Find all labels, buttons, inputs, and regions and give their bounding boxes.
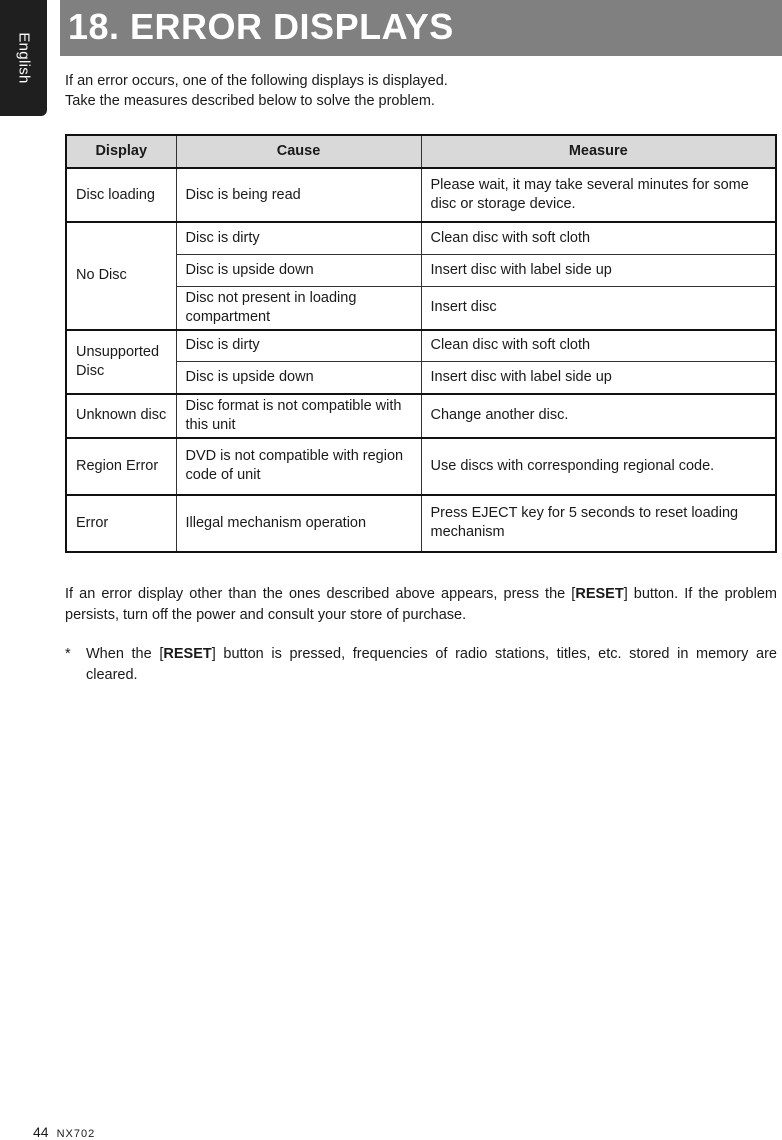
cause-cell: Disc is dirty xyxy=(176,222,421,254)
cause-cell: Disc format is not compatible with this unit xyxy=(176,394,421,438)
cause-cell: Illegal mechanism operation xyxy=(176,495,421,552)
display-cell: No Disc xyxy=(66,222,176,330)
note-asterisk: * xyxy=(65,646,71,662)
cause-cell: Disc is upside down xyxy=(176,254,421,286)
cause-cell: Disc is upside down xyxy=(176,362,421,394)
measure-cell: Clean disc with soft cloth xyxy=(421,222,776,254)
note-text: When the [ xyxy=(86,646,164,662)
header-measure: Measure xyxy=(421,135,776,168)
measure-cell: Press EJECT key for 5 seconds to reset loading mechanism xyxy=(421,495,776,552)
intro-text xyxy=(65,71,448,111)
display-cell: Error xyxy=(66,495,176,552)
reset-key-label: RESET xyxy=(163,646,212,662)
cause-cell: DVD is not compatible with region code of unit xyxy=(176,438,421,495)
measure-cell: Change another disc. xyxy=(421,394,776,438)
header-display: Display xyxy=(66,135,176,168)
table-header-row xyxy=(66,135,776,168)
section-header xyxy=(60,0,782,56)
intro-line: If an error occurs, one of the following displays is displayed. xyxy=(65,73,448,89)
header-cause: Cause xyxy=(176,135,421,168)
table-row xyxy=(66,222,776,254)
measure-cell: Use discs with corresponding regional code. xyxy=(421,438,776,495)
intro-line: Take the measures described below to solve the problem. xyxy=(65,93,435,109)
measure-cell: Please wait, it may take several minutes for some disc or storage device. xyxy=(421,168,776,222)
table-row xyxy=(66,168,776,222)
note-text: ] button is pressed, frequencies of radio stations, titles, etc. stored in memory are cleared. xyxy=(86,646,777,683)
paragraph-text: ] button. If the problem persists, turn off the power and consult your store of purchase. xyxy=(65,586,777,623)
cause-cell: Disc is being read xyxy=(176,168,421,222)
table-row xyxy=(66,495,776,552)
error-table xyxy=(65,134,777,553)
cause-cell: Disc is dirty xyxy=(176,330,421,362)
page-number: 44 xyxy=(33,1124,49,1140)
measure-cell: Insert disc with label side up xyxy=(421,254,776,286)
display-cell: Unsupported Disc xyxy=(66,330,176,394)
reset-key-label: RESET xyxy=(575,586,624,602)
display-cell: Disc loading xyxy=(66,168,176,222)
measure-cell: Clean disc with soft cloth xyxy=(421,330,776,362)
measure-cell: Insert disc xyxy=(421,286,776,330)
table-row xyxy=(66,438,776,495)
page-title: 18. ERROR DISPLAYS xyxy=(68,6,454,47)
language-label: English xyxy=(15,32,32,84)
table-row xyxy=(66,394,776,438)
model-name: NX702 xyxy=(56,1128,96,1140)
reset-note xyxy=(65,644,777,686)
paragraph-text: If an error display other than the ones described above appears, press the [ xyxy=(65,586,576,602)
display-cell: Unknown disc xyxy=(66,394,176,438)
language-tab xyxy=(0,0,47,116)
table-row xyxy=(66,330,776,362)
cause-cell: Disc not present in loading compartment xyxy=(176,286,421,330)
troubleshoot-paragraph xyxy=(65,584,777,626)
display-cell: Region Error xyxy=(66,438,176,495)
measure-cell: Insert disc with label side up xyxy=(421,362,776,394)
